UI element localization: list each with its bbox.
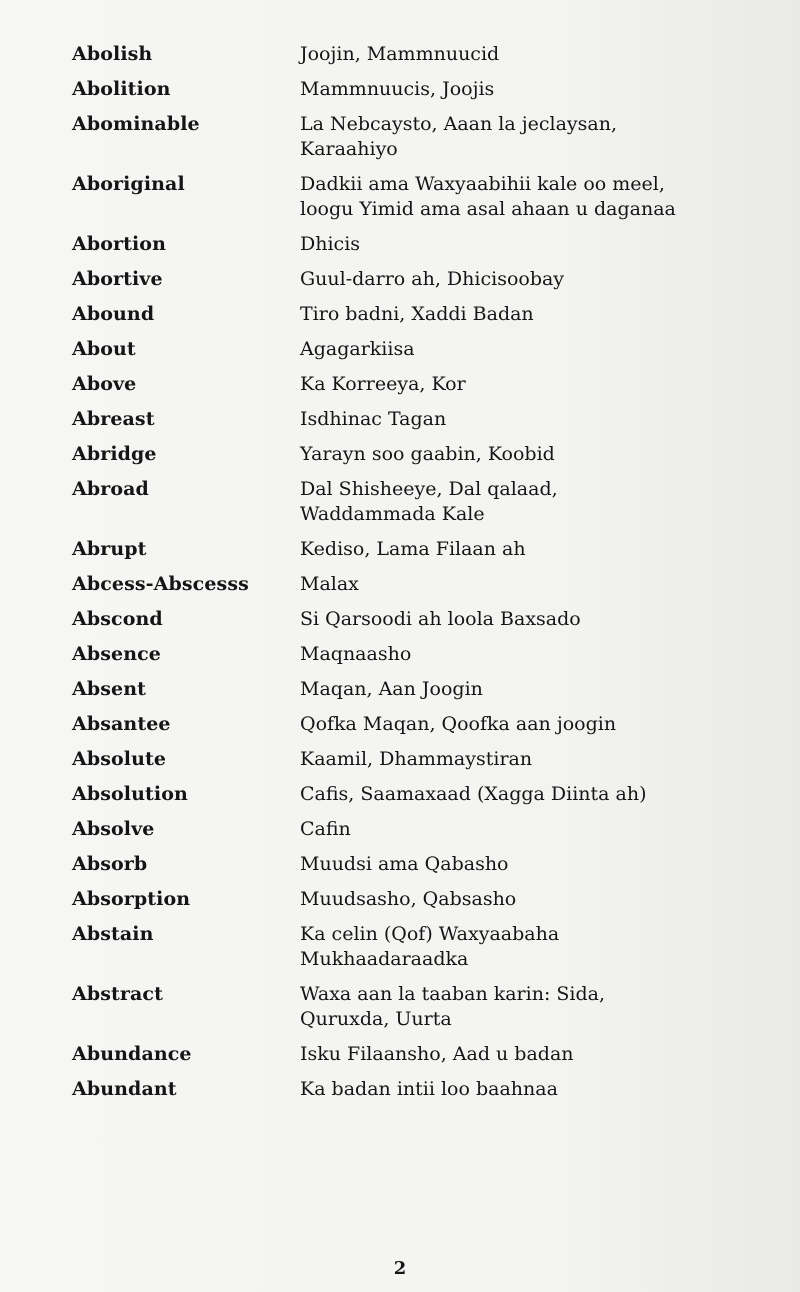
dictionary-entry [72, 607, 762, 632]
entry-term: Above [72, 373, 137, 395]
entry-term: Absence [72, 643, 161, 665]
dictionary-entry [72, 642, 762, 667]
dictionary-entry [72, 712, 762, 737]
entry-term: Abstain [72, 923, 154, 945]
entry-term: Abridge [72, 443, 157, 465]
dictionary-entry [72, 1042, 762, 1067]
entry-term: Abreast [72, 408, 155, 430]
entry-term: Abominable [72, 113, 200, 135]
entry-term: Absorption [72, 888, 191, 910]
entry-term: Aboriginal [72, 173, 185, 195]
dictionary-entry [72, 1077, 762, 1102]
dictionary-entry [72, 572, 762, 597]
entry-definition: Yarayn soo gaabin, Koobid [300, 443, 555, 465]
entry-term: Abolish [72, 43, 153, 65]
dictionary-entry [72, 747, 762, 772]
entry-definition: Kediso, Lama Filaan ah [300, 538, 526, 560]
entry-definition: Guul-darro ah, Dhicisoobay [300, 268, 565, 290]
dictionary-entry [72, 172, 762, 222]
entry-definition: Ka badan intii loo baahnaa [300, 1078, 558, 1100]
entry-definition: Dhicis [300, 233, 361, 255]
entry-definition: Muudsi ama Qabasho [300, 853, 509, 875]
entry-term: Abcess-Abscesss [72, 573, 249, 595]
entry-term: Absent [72, 678, 147, 700]
entry-definition: Qofka Maqan, Qoofka aan joogin [300, 713, 617, 735]
entry-term: Absolve [72, 818, 155, 840]
dictionary-entry [72, 372, 762, 397]
entry-definition: Maqnaasho [300, 643, 412, 665]
entry-term: Abortion [72, 233, 166, 255]
entry-definition: Waxa aan la taaban karin: Sida, Quruxda, Uurta [300, 983, 606, 1030]
dictionary-entry [72, 852, 762, 877]
dictionary-entry [72, 677, 762, 702]
entry-term: Abundant [72, 1078, 177, 1100]
entry-definition: Isku Filaansho, Aad u badan [300, 1043, 574, 1065]
entry-term: Absantee [72, 713, 171, 735]
entry-definition: Mammnuucis, Joojis [300, 78, 495, 100]
entry-list [72, 42, 762, 1112]
entry-term: About [72, 338, 136, 360]
entry-definition: Dadkii ama Waxyaabihii kale oo meel, loogu Yimid ama asal ahaan u daganaa [300, 173, 676, 220]
entry-definition: Cafin [300, 818, 351, 840]
entry-term: Abundance [72, 1043, 192, 1065]
entry-term: Absolution [72, 783, 188, 805]
dictionary-entry [72, 267, 762, 292]
dictionary-entry [72, 407, 762, 432]
dictionary-entry [72, 112, 762, 162]
dictionary-entry [72, 817, 762, 842]
entry-definition: Dal Shisheeye, Dal qalaad, Waddammada Kale [300, 478, 558, 525]
dictionary-entry [72, 782, 762, 807]
page-number: 2 [393, 1258, 407, 1279]
entry-definition: Isdhinac Tagan [300, 408, 447, 430]
entry-term: Abscond [72, 608, 163, 630]
dictionary-entry [72, 232, 762, 257]
entry-definition: Ka celin (Qof) Waxyaabaha Mukhaadaraadka [300, 923, 560, 970]
entry-term: Abstract [72, 983, 163, 1005]
entry-definition: La Nebcaysto, Aaan la jeclaysan, Karaahiyo [300, 113, 617, 160]
dictionary-entry [72, 477, 762, 527]
entry-definition: Agagarkiisa [300, 338, 415, 360]
entry-term: Abound [72, 303, 155, 325]
entry-term: Abortive [72, 268, 163, 290]
entry-definition: Kaamil, Dhammaystiran [300, 748, 533, 770]
dictionary-entry [72, 77, 762, 102]
entry-definition: Malax [300, 573, 359, 595]
dictionary-entry [72, 982, 762, 1032]
entry-definition: Maqan, Aan Joogin [300, 678, 483, 700]
dictionary-entry [72, 887, 762, 912]
dictionary-entry [72, 537, 762, 562]
dictionary-entry [72, 442, 762, 467]
dictionary-entry [72, 42, 762, 67]
dictionary-entry [72, 922, 762, 972]
entry-term: Abrupt [72, 538, 147, 560]
dictionary-entry [72, 302, 762, 327]
entry-definition: Ka Korreeya, Kor [300, 373, 466, 395]
dictionary-entry [72, 337, 762, 362]
entry-definition: Si Qarsoodi ah loola Baxsado [300, 608, 581, 630]
entry-term: Absorb [72, 853, 148, 875]
entry-definition: Cafis, Saamaxaad (Xagga Diinta ah) [300, 783, 647, 805]
entry-term: Abroad [72, 478, 149, 500]
entry-definition: Muudsasho, Qabsasho [300, 888, 517, 910]
entry-definition: Tiro badni, Xaddi Badan [300, 303, 534, 325]
entry-term: Abolition [72, 78, 171, 100]
entry-definition: Joojin, Mammnuucid [300, 43, 500, 65]
entry-term: Absolute [72, 748, 167, 770]
